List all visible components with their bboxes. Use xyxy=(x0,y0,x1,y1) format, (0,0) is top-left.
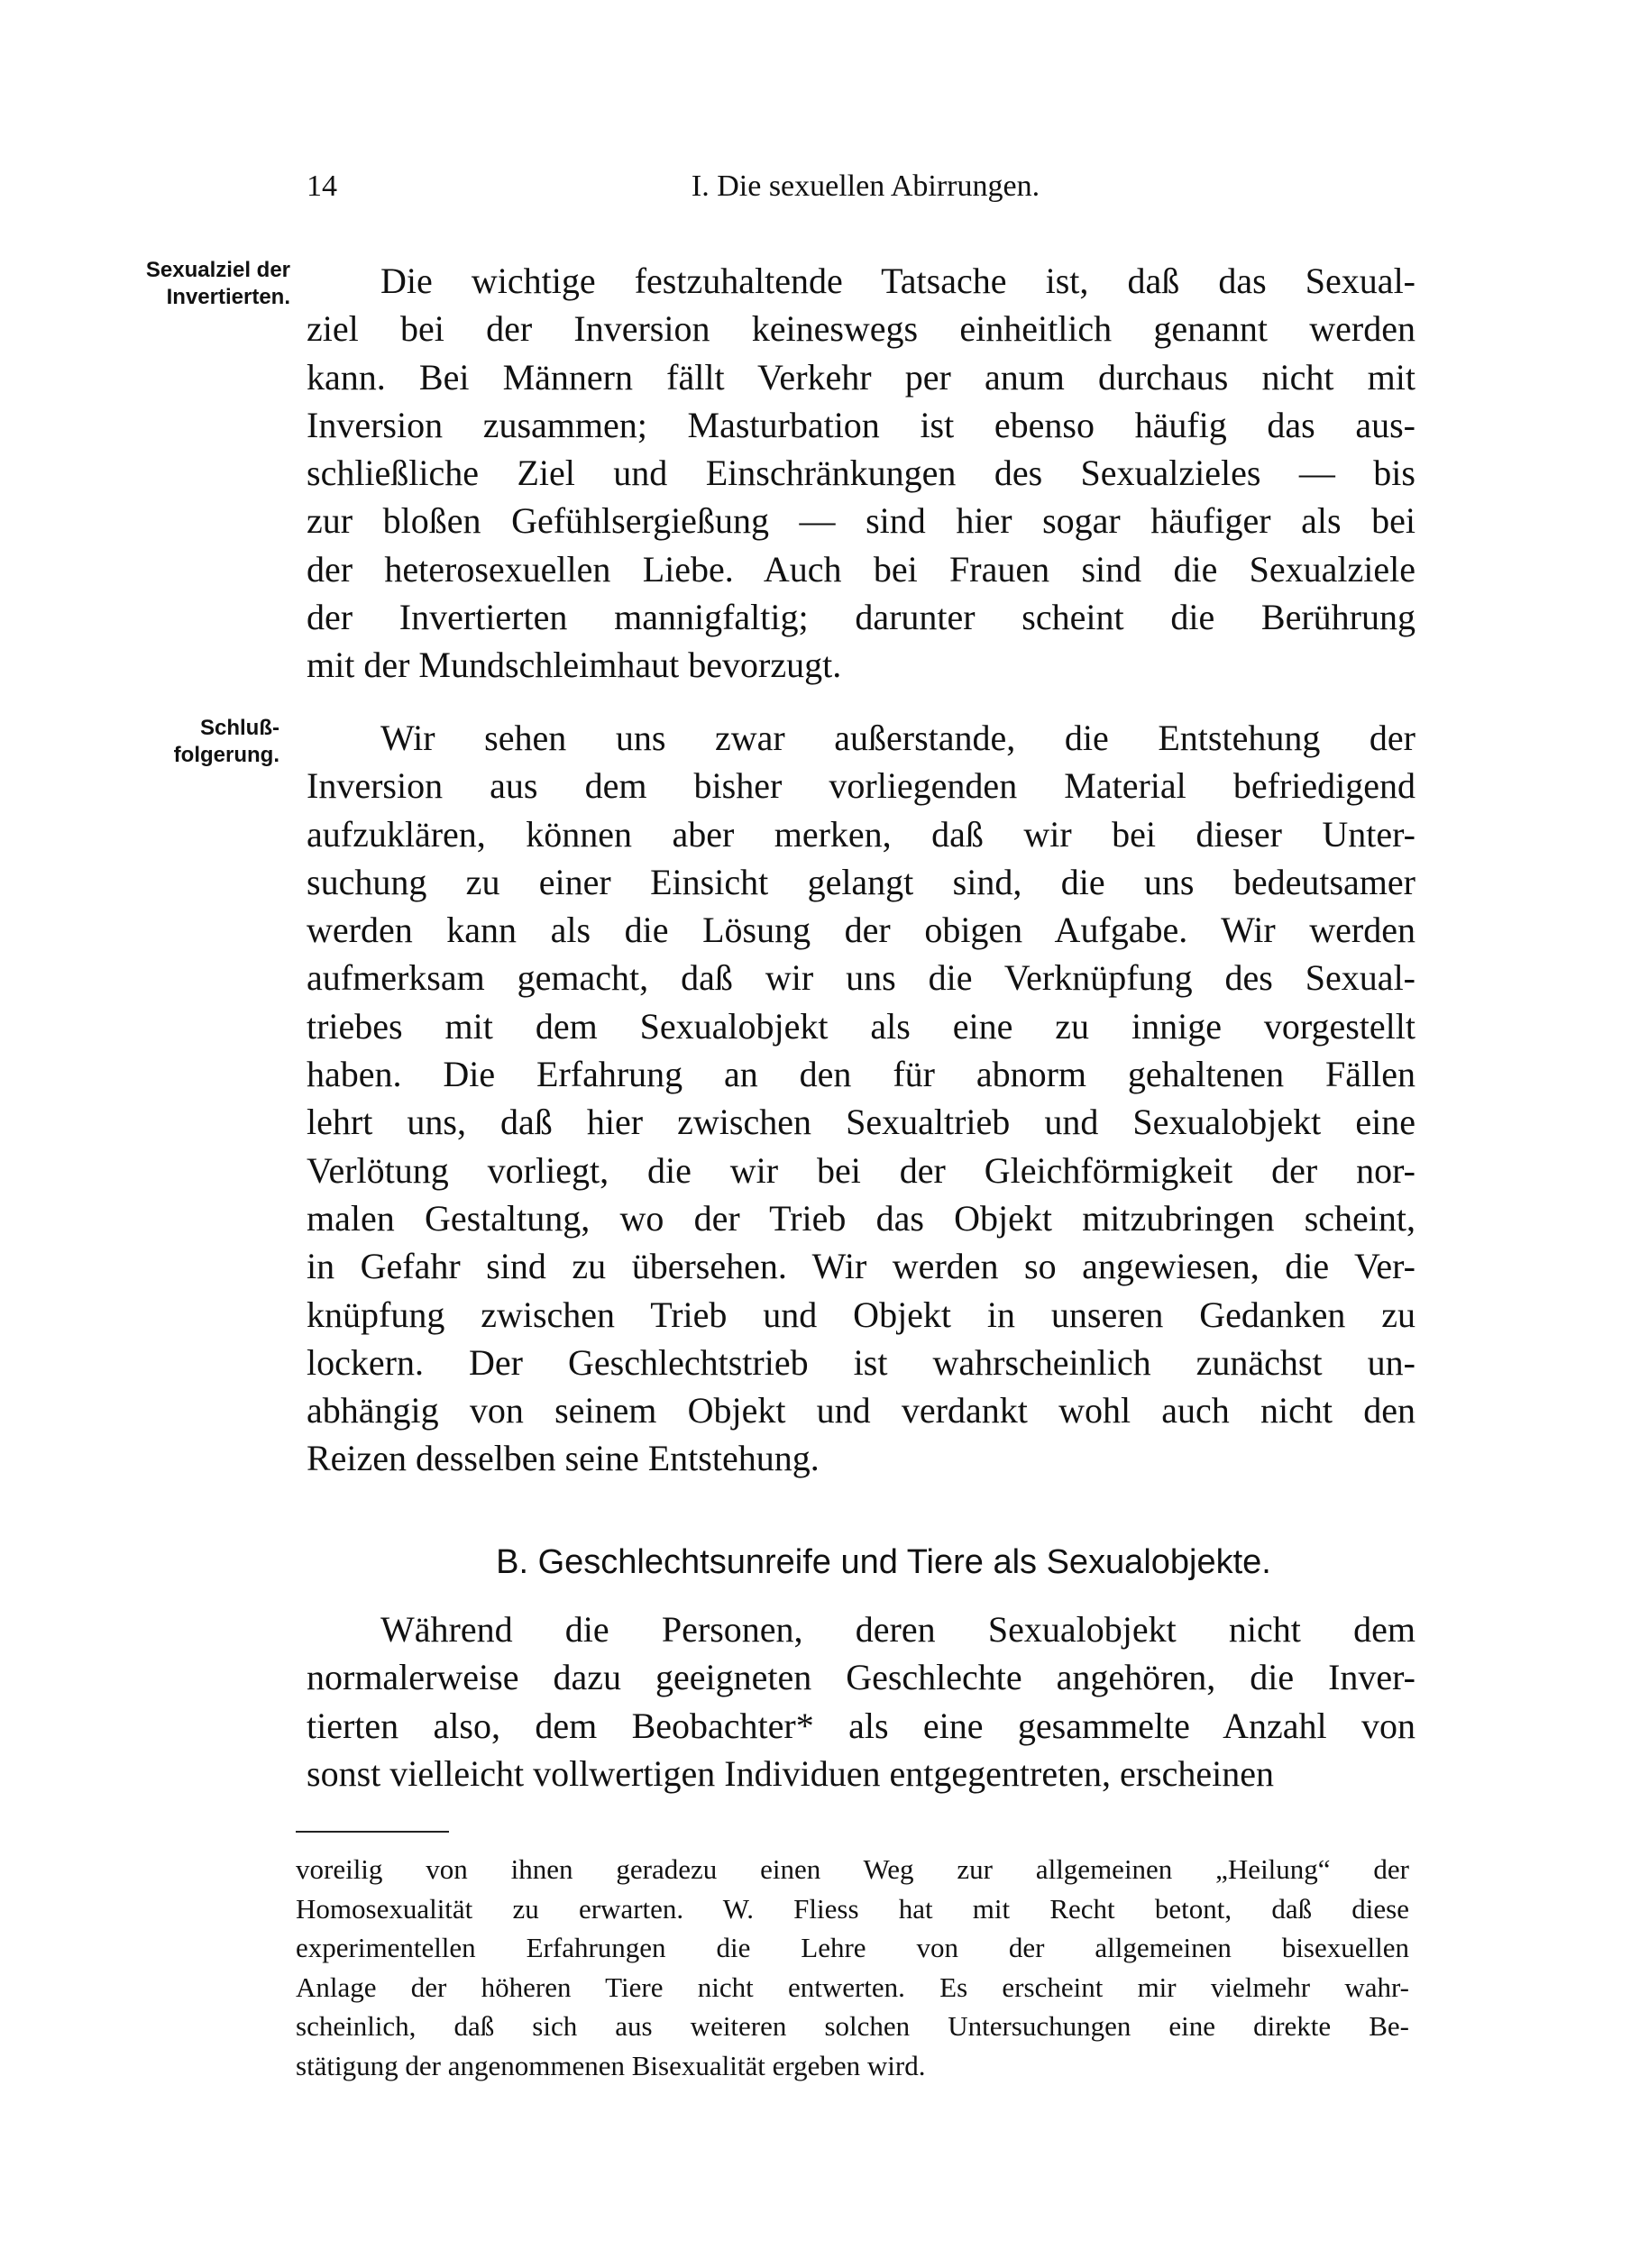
text-line: Verlötung vorliegt, die wir bei der Gleichförmigkeit der nor- xyxy=(307,1149,1415,1191)
text-line: suchung zu einer Einsicht gelangt sind, die uns bedeutsamer xyxy=(307,861,1415,902)
text-line: Inversion zusammen; Masturbation ist ebenso häufig das aus- xyxy=(307,404,1415,445)
text-line: haben. Die Erfahrung an den für abnorm gehaltenen Fällen xyxy=(307,1054,1415,1095)
section-heading: B. Geschlechtsunreife und Tiere als Sexualobjekte. xyxy=(496,1543,1271,1581)
text-line: in Gefahr sind zu übersehen. Wir werden so angewiesen, die Ver- xyxy=(307,1246,1415,1287)
text-line: kann. Bei Männern fällt Verkehr per anum durchaus nicht mit xyxy=(307,356,1415,398)
text-line: normalerweise dazu geeigneten Geschlechte angehören, die Inver- xyxy=(307,1657,1415,1698)
text-line: knüpfung zwischen Trieb und Objekt in unseren Gedanken zu xyxy=(307,1294,1415,1335)
text-line: werden kann als die Lösung der obigen Aufgabe. Wir werden xyxy=(307,910,1415,951)
text-line: mit der Mundschleimhaut bevorzugt. xyxy=(307,645,842,686)
text-line: ziel bei der Inversion keineswegs einheitlich genannt werden xyxy=(307,308,1415,350)
text-line: abhängig von seinem Objekt und verdankt wohl auch nicht den xyxy=(307,1390,1415,1431)
text-line: triebes mit dem Sexualobjekt als eine zu innige vorgestellt xyxy=(307,1005,1415,1047)
paragraph-schlussfolgerung xyxy=(307,714,1415,1483)
footnote xyxy=(296,1850,1409,2085)
text-line: aufmerksam gemacht, daß wir uns die Verknüpfung des Sexual- xyxy=(307,957,1415,999)
margin-note-line: Invertierten. xyxy=(166,285,290,309)
text-line: experimentellen Erfahrungen die Lehre von der allgemeinen bisexuellen xyxy=(296,1932,1409,1963)
margin-note-schlussfolgerung xyxy=(90,715,279,769)
text-line: stätigung der angenommenen Bisexualität ergeben wird. xyxy=(296,2049,926,2081)
paragraph-sexualziel xyxy=(307,257,1415,690)
text-line: tierten also, dem Beobachter* als eine gesammelte Anzahl von xyxy=(307,1705,1415,1746)
text-line: Inversion aus dem bisher vorliegenden Material befriedigend xyxy=(307,765,1415,807)
text-line: scheinlich, daß sich aus weiteren solchen Untersuchungen eine direkte Be- xyxy=(296,2010,1409,2042)
margin-note-line: folgerung. xyxy=(173,743,279,767)
text-line: lehrt uns, daß hier zwischen Sexualtrieb und Sexualobjekt eine xyxy=(307,1102,1415,1143)
text-line: der Invertierten mannigfaltig; darunter scheint die Berührung xyxy=(307,597,1415,638)
margin-note-line: Schluß- xyxy=(200,716,279,740)
text-line: zur bloßen Gefühlsergießung — sind hier sogar häufiger als bei xyxy=(307,500,1415,542)
margin-note-line: Sexualziel der xyxy=(145,258,290,282)
text-line: schließliche Ziel und Einschränkungen des Sexualzieles — bis xyxy=(307,453,1415,494)
text-line: Die wichtige festzuhaltende Tatsache ist, daß das Sexual- xyxy=(380,261,1415,301)
text-line: der heterosexuellen Liebe. Auch bei Frauen sind die Sexualziele xyxy=(307,548,1415,590)
text-line: Homosexualität zu erwarten. W. Fliess hat mit Recht betont, daß diese xyxy=(296,1892,1409,1925)
text-line: voreilig von ihnen geradezu einen Weg zur allgemeinen „Heilung“ der xyxy=(296,1853,1409,1885)
text-line: Während die Personen, deren Sexualobjekt nicht dem xyxy=(380,1609,1415,1650)
margin-note-sexualziel xyxy=(90,257,290,311)
text-line: sonst vielleicht vollwertigen Individuen entgegentreten, erscheinen xyxy=(307,1752,1274,1794)
text-line: Reizen desselben seine Entstehung. xyxy=(307,1438,820,1479)
text-line: Anlage der höheren Tiere nicht entwerten. Es erscheint mir vielmehr wahr- xyxy=(296,1971,1409,2003)
text-line: Wir sehen uns zwar außerstande, die Entstehung der xyxy=(380,718,1415,758)
page-number: 14 xyxy=(307,169,337,203)
text-line: aufzuklären, können aber merken, daß wir bei dieser Unter- xyxy=(307,813,1415,855)
text-line: malen Gestaltung, wo der Trieb das Objekt mitzubringen scheint, xyxy=(307,1197,1415,1239)
text-line: lockern. Der Geschlechtstrieb ist wahrscheinlich zunächst un- xyxy=(307,1341,1415,1383)
running-head: I. Die sexuellen Abirrungen. xyxy=(691,169,1040,203)
paragraph-geschlechtsunreife xyxy=(307,1605,1415,1797)
footnote-divider xyxy=(296,1831,449,1833)
